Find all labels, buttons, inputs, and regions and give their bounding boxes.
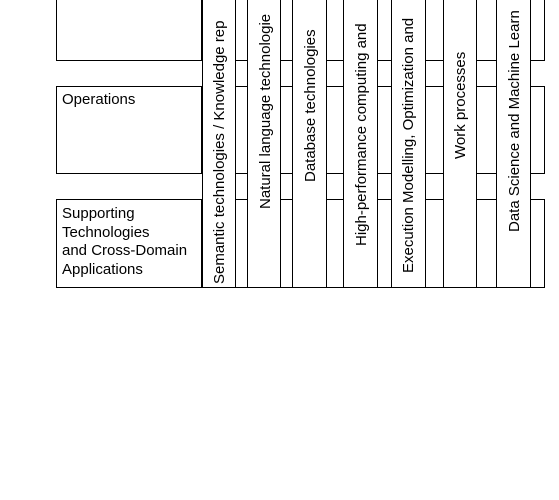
column-label-execution-modelling: Execution Modelling, Optimization and [400,17,417,273]
column-label-work-processes: Work processes [452,51,469,159]
column-label-data-science: Data Science and Machine Learn [506,10,523,232]
row-label-supporting-technologies: Supporting Technologies and Cross-Domain Applications [62,205,188,278]
column-label-high-performance: High-performance computing and [353,23,370,246]
column-label-semantic-technologies: Semantic technologies / Knowledge rep [211,20,228,284]
column-label-database: Database technologies [302,29,319,182]
row-label-operations: Operations [62,91,136,108]
column-label-natural-language: Natural language technologie [257,13,274,209]
